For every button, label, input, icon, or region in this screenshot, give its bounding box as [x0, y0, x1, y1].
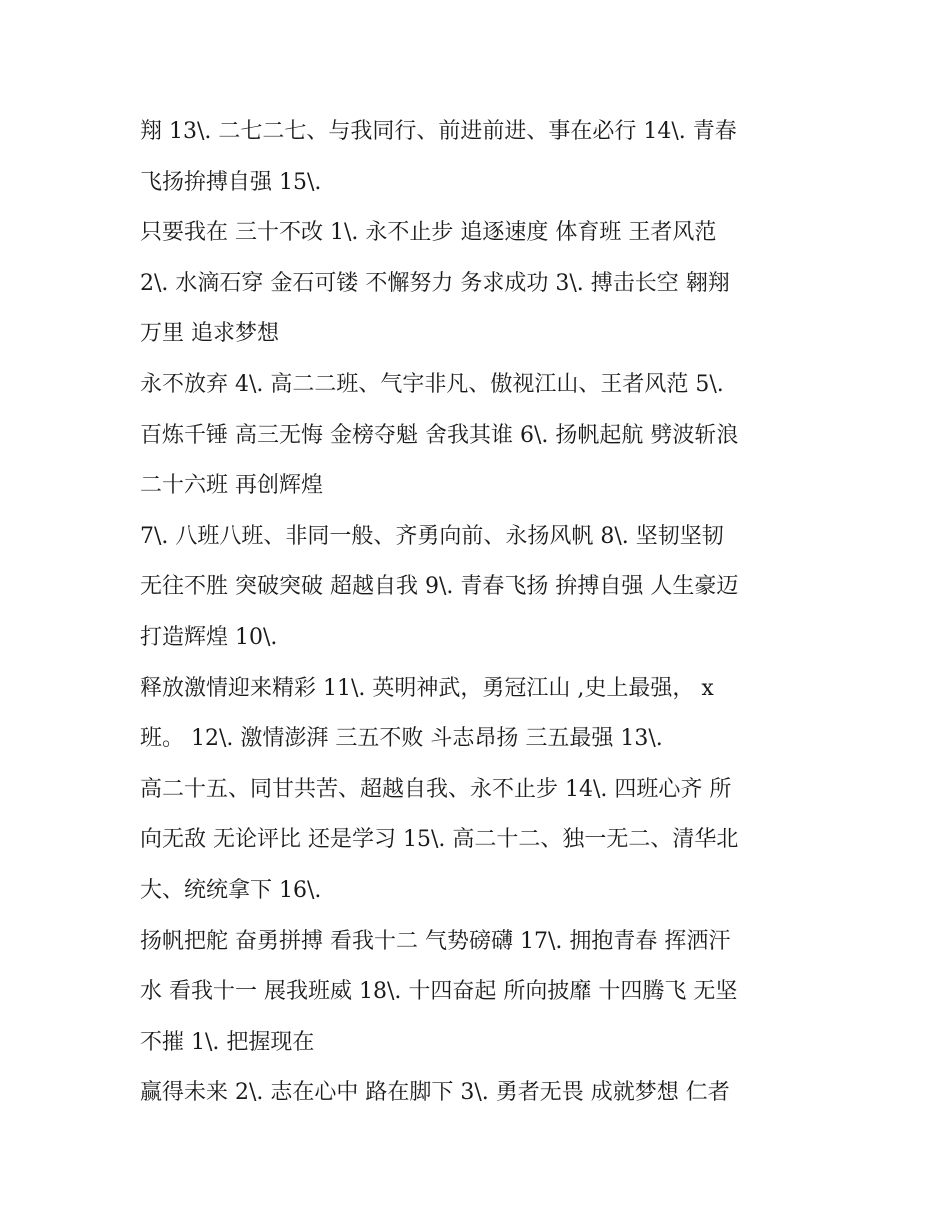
text-line: 不摧 1\. 把握现在	[140, 1029, 315, 1055]
text-line: 7\. 八班八班、非同一般、齐勇向前、永扬风帆 8\. 坚韧坚韧	[140, 523, 724, 549]
text-line: 打造辉煌 10\.	[140, 624, 278, 650]
text-line: 2\. 水滴石穿 金石可镂 不懈努力 务求成功 3\. 搏击长空 翱翔	[140, 270, 730, 296]
text-line: 赢得未来 2\. 志在心中 路在脚下 3\. 勇者无畏 成就梦想 仁者	[140, 1080, 730, 1106]
text-line: 百炼千锤 高三无悔 金榜夺魁 舍我其谁 6\. 扬帆起航 劈波斩浪	[140, 422, 739, 448]
text-line: 班。 12\. 激情澎湃 三五不败 斗志昂扬 三五最强 13\.	[140, 726, 663, 752]
text-line: 翔 13\. 二七二七、与我同行、前进前进、事在必行 14\. 青春	[140, 119, 737, 144]
text-line: 无往不胜 突破突破 超越自我 9\. 青春飞扬 拚搏自强 人生豪迈	[140, 574, 739, 600]
text-line: 扬帆把舵 奋勇拼搏 看我十二 气势磅礴 17\. 拥抱青春 挥洒汗	[140, 928, 731, 954]
text-line: 释放激情迎来精彩 11\. 英明神武，勇冠江山 ,史上最强， x	[140, 675, 714, 701]
document-body	[140, 107, 820, 1119]
text-line: 大、统统拿下 16\.	[140, 877, 322, 903]
text-line: 二十六班 再创辉煌	[140, 473, 323, 499]
text-line: 万里 追求梦想	[140, 321, 279, 347]
text-line: 水 看我十一 展我班威 18\. 十四奋起 所向披靡 十四腾飞 无坚	[140, 979, 738, 1005]
text-line: 飞扬拚搏自强 15\.	[140, 169, 322, 195]
text-line: 高二十五、同甘共苦、超越自我、永不止步 14\. 四班心齐 所	[140, 776, 732, 802]
text-line: 永不放弃 4\. 高二二班、气宇非凡、傲视江山、王者风范 5\.	[140, 371, 724, 397]
text-line: 只要我在 三十不改 1\. 永不止步 追逐速度 体育班 王者风范	[140, 220, 717, 246]
text-line: 向无敌 无论评比 还是学习 15\. 高二十二、独一无二、清华北	[140, 827, 739, 853]
